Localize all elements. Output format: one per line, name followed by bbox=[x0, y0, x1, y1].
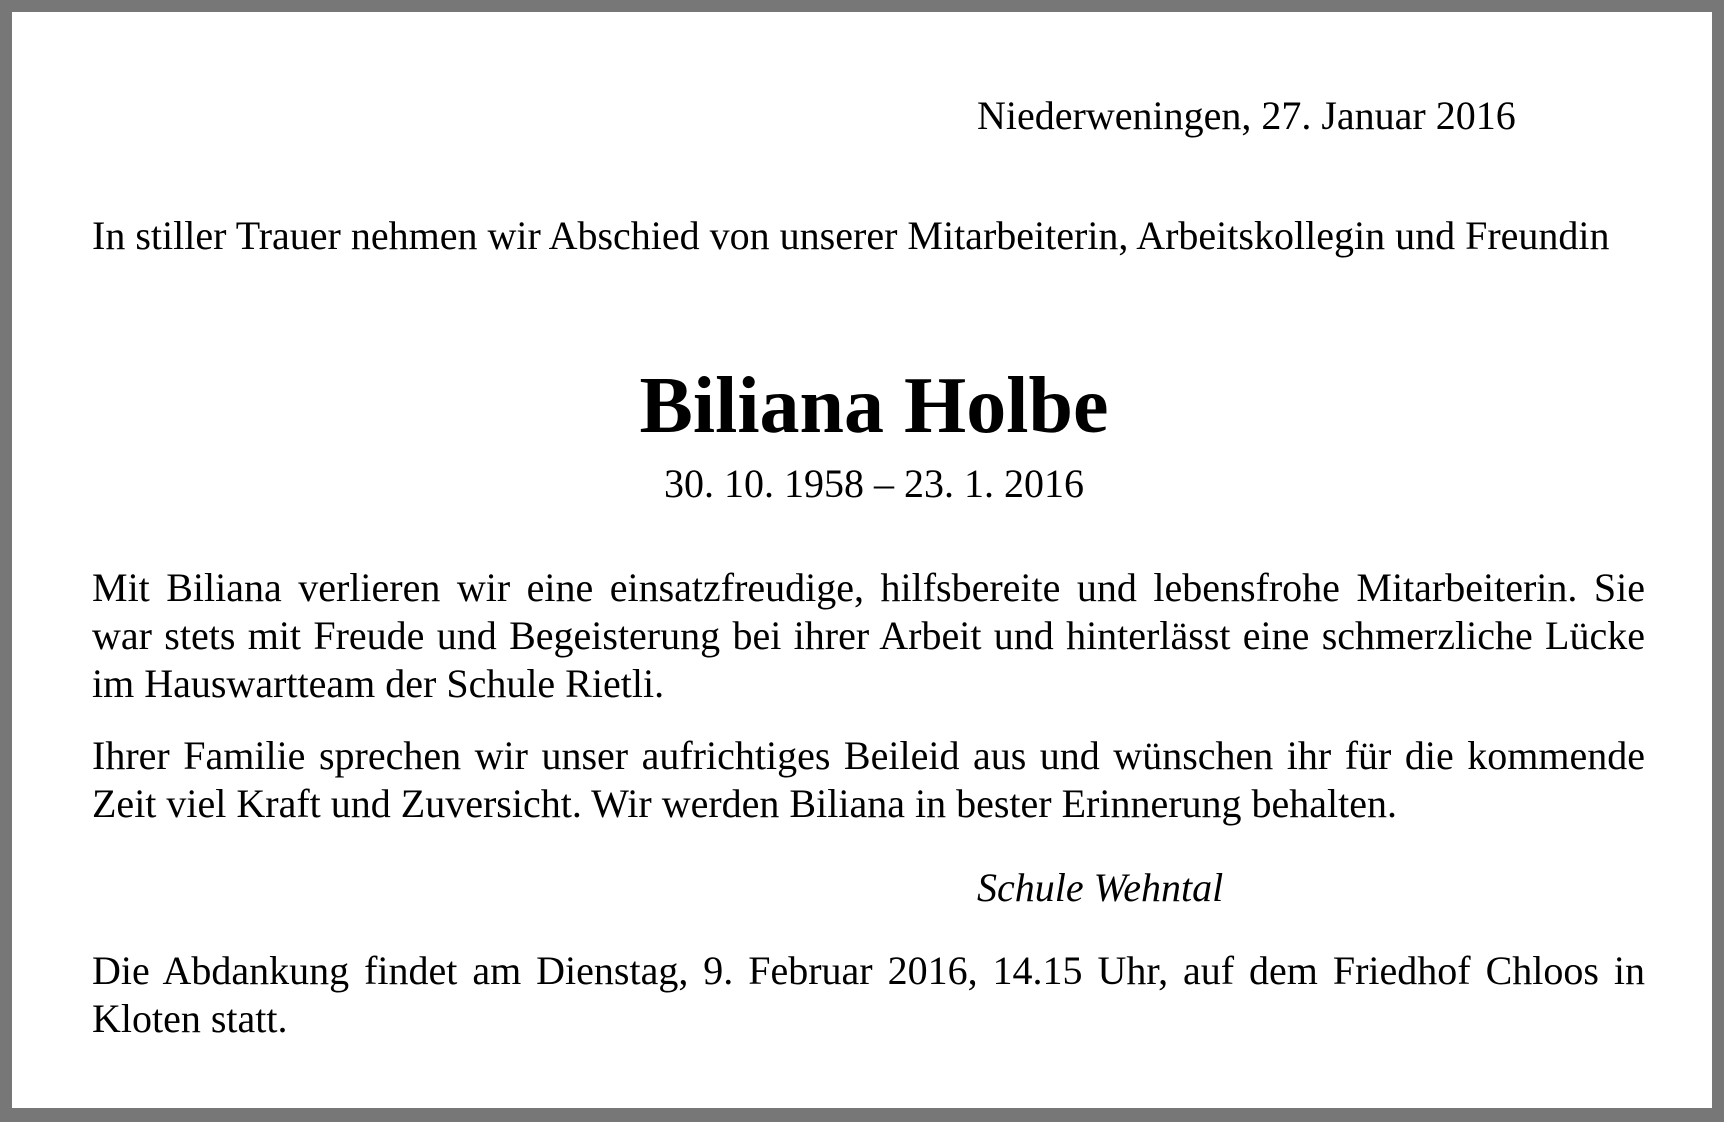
service-info-paragraph: Die Abdankung findet am Dienstag, 9. Februar 2016, 14.15 Uhr, auf dem Friedhof Chloos in Kloten statt. bbox=[92, 948, 1645, 1041]
memory-paragraph: Mit Biliana verlieren wir eine einsatzfreudige, hilfsbereite und lebensfrohe Mitarbeiterin. Sie war stets mit Freude und Begeisterung bei ihrer Arbeit und hinterlässt eine schmerzliche Lücke im Hauswartteam der Schule Rietli. bbox=[92, 565, 1645, 706]
intro-paragraph: In stiller Trauer nehmen wir Abschied von unserer Mitarbeiterin, Arbeitskollegin und Freundin bbox=[92, 213, 1610, 258]
signature: Schule Wehntal bbox=[977, 865, 1224, 910]
condolence-paragraph: Ihrer Familie sprechen wir unser aufrichtiges Beileid aus und wünschen ihr für die kommende Zeit viel Kraft und Zuversicht. Wir werden Biliana in bester Erinnerung behalten. bbox=[92, 733, 1645, 826]
deceased-name: Biliana Holbe bbox=[639, 362, 1109, 450]
dateline: Niederweningen, 27. Januar 2016 bbox=[977, 93, 1516, 138]
obituary-notice bbox=[12, 12, 1712, 1108]
life-dates: 30. 10. 1958 – 23. 1. 2016 bbox=[664, 461, 1084, 506]
